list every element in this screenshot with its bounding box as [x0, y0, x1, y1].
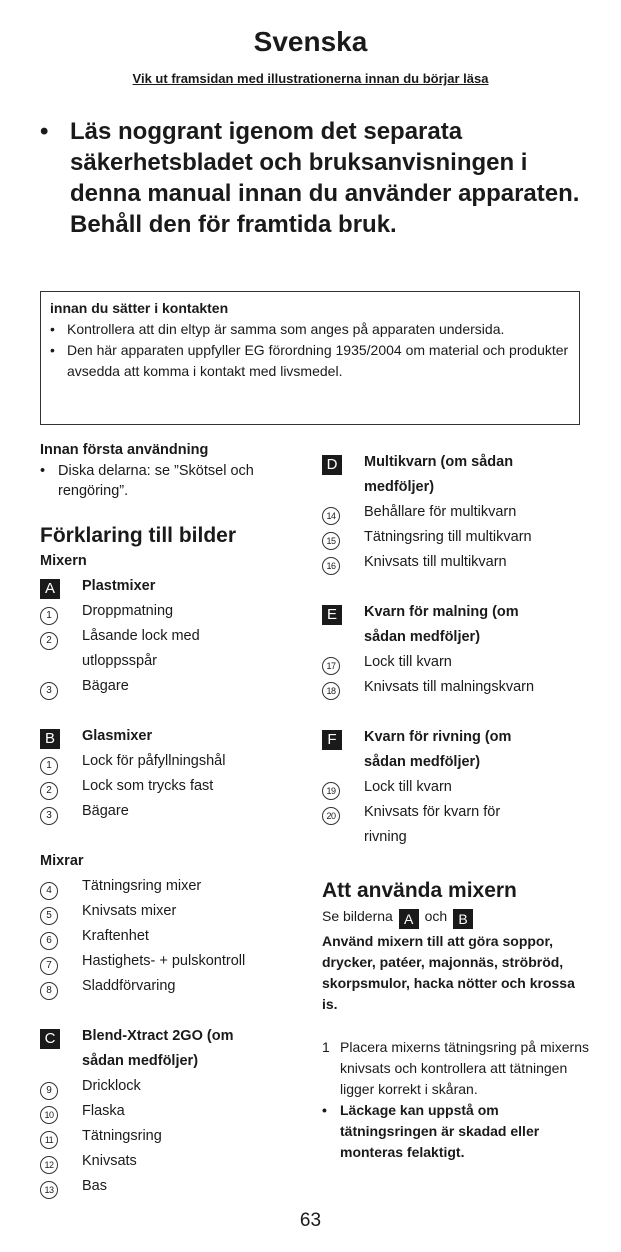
page-title: Svenska [253, 26, 368, 57]
list-item: 9 Dricklock [40, 1074, 300, 1099]
list-item: 16 Knivsats till multikvarn [322, 550, 592, 575]
bullet-icon: • [40, 118, 49, 145]
fold-out-instruction: Vik ut framsidan med illustrationerna innan du börjar läsa [132, 71, 489, 86]
mixers-subheading: Mixrar [40, 853, 84, 869]
list-item: 1 Lock för påfyllningshål [40, 749, 300, 774]
list-item: • Kontrollera att din eltyp är samma som anges på apparaten undersida. [50, 319, 570, 340]
group-c-header: C Blend-Xtract 2GO (om [40, 1024, 300, 1049]
bullet-icon: • [40, 463, 46, 479]
box-title: innan du sätter i kontakten [50, 300, 229, 316]
number-marker: 7 [40, 957, 58, 975]
letter-badge-f: F [322, 730, 342, 750]
number-marker: 18 [322, 682, 340, 700]
group-f-header-continuation: sådan medföljer) [364, 754, 481, 770]
number-marker: 19 [322, 782, 340, 800]
group-e-header: E Kvarn för malning (om [322, 600, 592, 625]
before-plugging-in-box [40, 291, 580, 425]
group-b-header: B Glasmixer [40, 724, 300, 749]
letter-badge-d: D [322, 455, 342, 475]
number-marker: 9 [40, 1082, 58, 1100]
number-marker: 3 [40, 807, 58, 825]
number-marker: 15 [322, 532, 340, 550]
bullet-icon: • [50, 342, 55, 358]
first-use-heading: Innan första användning [40, 442, 209, 458]
letter-badge-b: B [40, 729, 60, 749]
list-item: 8 Sladdförvaring [40, 974, 300, 999]
number-marker: 6 [40, 932, 58, 950]
list-item: 14 Behållare för multikvarn [322, 500, 592, 525]
letter-badge-a: A [399, 909, 419, 929]
list-item: 3 Bägare [40, 674, 300, 699]
see-figures-line: Se bilderna A och B [322, 904, 592, 929]
list-item: • Den här apparaten uppfyller EG förordning 1935/2004 om material och produkter avsedda att komma i kontakt med livsmedel. [50, 342, 569, 379]
number-marker: 8 [40, 982, 58, 1000]
group-d-header: D Multikvarn (om sådan [322, 450, 592, 475]
safety-warning-text: Läs noggrant igenom det separata säkerhetsbladet och bruksanvisningen i denna manual innan du använder apparaten. Behåll den för framtida bruk. [70, 118, 580, 238]
number-marker: 10 [40, 1106, 58, 1124]
number-marker: 2 [40, 782, 58, 800]
letter-badge-b: B [453, 909, 473, 929]
list-item-continuation: rivning [364, 829, 407, 845]
number-marker: 14 [322, 507, 340, 525]
list-item: 10 Flaska [40, 1099, 300, 1124]
right-column [322, 450, 592, 1163]
number-marker: 20 [322, 807, 340, 825]
page-number: 63 [299, 1210, 322, 1231]
list-item-continuation: utloppsspår [82, 653, 157, 669]
number-marker: 16 [322, 557, 340, 575]
bullet-icon: • [50, 321, 55, 337]
number-marker: 11 [40, 1131, 58, 1149]
list-item: 2 Låsande lock med [40, 624, 300, 649]
group-f-header: F Kvarn för rivning (om [322, 725, 592, 750]
list-item: 4 Tätningsring mixer [40, 874, 300, 899]
mixer-subheading: Mixern [40, 553, 87, 569]
leak-warning: • Läckage kan uppstå om tätningsringen är skadad eller monteras felaktigt. [322, 1102, 540, 1160]
list-item: 12 Knivsats [40, 1149, 300, 1174]
group-d-header-continuation: medföljer) [364, 479, 435, 495]
step-number: 1 [322, 1039, 330, 1055]
list-item: 17 Lock till kvarn [322, 650, 592, 675]
bullet-icon: • [322, 1102, 327, 1118]
list-item: 19 Lock till kvarn [322, 775, 592, 800]
list-item: 15 Tätningsring till multikvarn [322, 525, 592, 550]
list-item: 2 Lock som trycks fast [40, 774, 300, 799]
number-marker: 13 [40, 1181, 58, 1199]
number-marker: 5 [40, 907, 58, 925]
legend-heading: Förklaring till bilder [40, 524, 237, 547]
list-item: 3 Bägare [40, 799, 300, 824]
number-marker: 1 [40, 607, 58, 625]
list-item: 11 Tätningsring [40, 1124, 300, 1149]
letter-badge-e: E [322, 605, 342, 625]
list-item: 20 Knivsats för kvarn för [322, 800, 592, 825]
number-marker: 12 [40, 1156, 58, 1174]
group-c-header-continuation: sådan medföljer) [82, 1053, 199, 1069]
letter-badge-c: C [40, 1029, 60, 1049]
number-marker: 4 [40, 882, 58, 900]
group-a-header: A Plastmixer [40, 574, 300, 599]
list-item: 6 Kraftenhet [40, 924, 300, 949]
list-item: 18 Knivsats till malningskvarn [322, 675, 592, 700]
list-item: 7 Hastighets- + pulskontroll [40, 949, 300, 974]
number-marker: 2 [40, 632, 58, 650]
number-marker: 1 [40, 757, 58, 775]
left-column [40, 440, 300, 1199]
usage-intro: Använd mixern till att göra soppor, drycker, patéer, majonnäs, ströbröd, skorpsmulor, hacka nötter och krossa is. [322, 933, 575, 1012]
number-marker: 17 [322, 657, 340, 675]
list-item: • Diska delarna: se ”Skötsel och rengöring”. [40, 463, 254, 499]
list-item: 13 Bas [40, 1174, 300, 1199]
using-mixer-heading: Att använda mixern [322, 879, 517, 902]
letter-badge-a: A [40, 579, 60, 599]
list-item: 1 Droppmatning [40, 599, 300, 624]
group-e-header-continuation: sådan medföljer) [364, 629, 481, 645]
number-marker: 3 [40, 682, 58, 700]
step-1: 1 Placera mixerns tätningsring på mixerns knivsats och kontrollera att tätningen ligger korrekt i skåran. [322, 1039, 589, 1097]
list-item: 5 Knivsats mixer [40, 899, 300, 924]
